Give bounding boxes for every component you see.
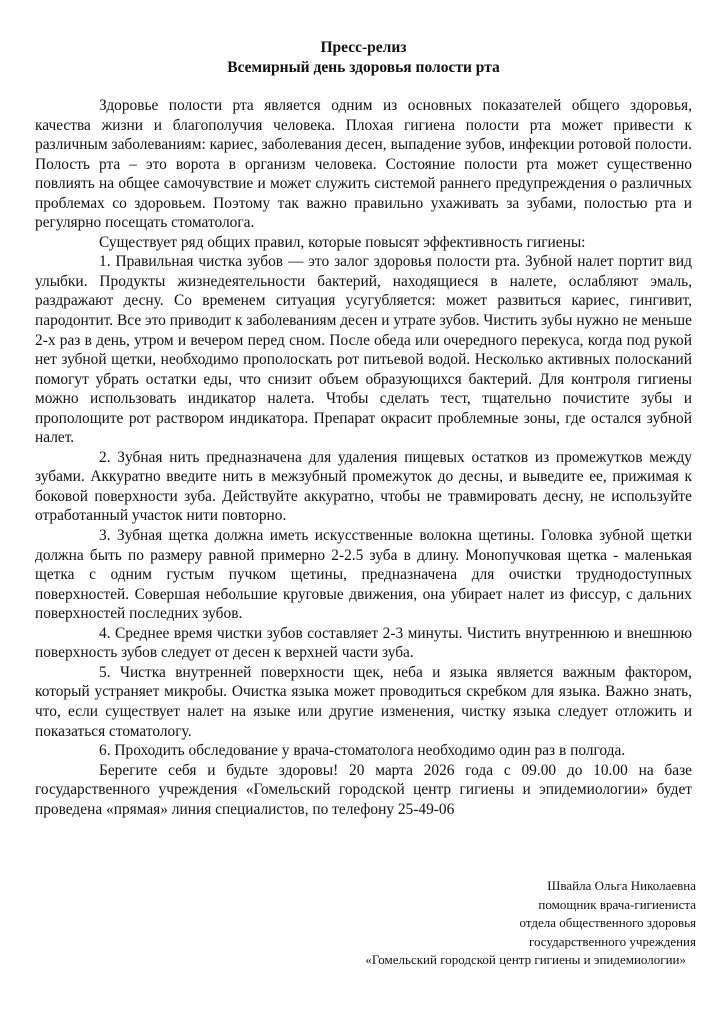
signature-block	[365, 877, 696, 970]
intro-paragraph: Здоровье полости рта является одним из основных показателей общего здоровья, качества жизни и благополучия человека. Плохая гигиена полости рта может привести к различным заболеваниям: кариес, заболевания десен, выпадение зубов, инфекции ротовой полости. Полость рта – это ворота в организм человека. Состояние полости рта может существенно повлиять на общее самочувствие и может служить системой раннего предупреждения о различных проблемах со здоровьем. Поэтому так важно правильно ухаживать за зубами, полостью рта и регулярно посещать стоматолога.	[35, 97, 692, 232]
document-title: Пресс-релиз	[320, 39, 407, 56]
rule-item-3: 3. Зубная щетка должна иметь искусственные волокна щетины. Головка зубной щетки должна быть по размеру равной примерно 2-2.5 зуба в длину. Монопучковая щетка - маленькая щетка с одним густым пучком щетины, предназначена для очистки труднодоступных поверхностей. Совершая небольшие круговые движения, она убирает налет из фиссур, с дальних поверхностей последних зубов.	[35, 527, 692, 623]
signature-name: Швайла Ольга Николаевна	[547, 878, 696, 893]
rule-item-4: 4. Среднее время чистки зубов составляет 2-3 минуты. Чистить внутреннюю и внешнюю поверхность зубов следует от десен к верхней части зуба.	[35, 624, 692, 662]
rule-item-5: 5. Чистка внутренней поверхности щек, неба и языка является важным фактором, который устраняет микробы. Очистка языка может проводиться скребком для языка. Важно знать, что, если существует налет на языке или другие изменения, чистку языка следует отложить и показаться стоматологу.	[35, 663, 692, 740]
document-body	[35, 96, 692, 819]
rule-item-2: 2. Зубная нить предназначена для удаления пищевых остатков из промежутков между зубами. Аккуратно введите нить в межзубный промежуток до десны, и выведите ее, прижимая к боковой поверхности зуба. Действуйте аккуратно, чтобы не травмировать десну, не используйте отработанный участок нити повторно.	[35, 448, 692, 525]
signature-position: помощник врача-гигиениста	[538, 896, 696, 912]
closing-paragraph: Берегите себя и будьте здоровы! 20 марта 2026 года с 09.00 до 10.00 на базе государственного учреждения «Гомельский городской центр гигиены и эпидемиологии» будет проведена «прямая» линия специалистов, по телефону 25-49-06	[35, 761, 692, 818]
signature-department: отдела общественного здоровья	[519, 915, 696, 930]
signature-institution: «Гомельский городской центр гигиены и эпидемиологии»	[365, 952, 686, 967]
rule-item-6: 6. Проходить обследование у врача-стоматолога необходимо один раз в полгода.	[99, 742, 626, 760]
rule-item-1: 1. Правильная чистка зубов — это залог здоровья полости рта. Зубной налет портит вид улыбки. Продукты жизнедеятельности бактерий, находящиеся в налете, ослабляют эмаль, раздражают десну. Со временем ситуация усугубляется: может развиться кариес, гингивит, пародонтит. Все это приводит к заболеваниям десен и утрате зубов. Чистить зубы нужно не меньше 2-х раз в день, утром и вечером перед сном. После обеда или очередного перекуса, когда под рукой нет зубной щетки, необходимо прополоскать рот питьевой водой. Несколько активных полосканий помогут убрать остатки еды, что снизит объем образующихся бактерий. Для контроля гигиены можно использовать индикатор налета. Чтобы сделать тест, тщательно почистите зубы и прополощите рот раствором индикатора. Препарат окрасит проблемные зоны, где остался зубной налет.	[35, 253, 692, 447]
rules-intro-paragraph: Существует ряд общих правил, которые повысят эффективность гигиены:	[99, 233, 586, 251]
signature-institution-type: государственного учреждения	[528, 933, 696, 949]
document-header	[35, 38, 692, 78]
document-subtitle: Всемирный день здоровья полости рта	[227, 59, 500, 76]
